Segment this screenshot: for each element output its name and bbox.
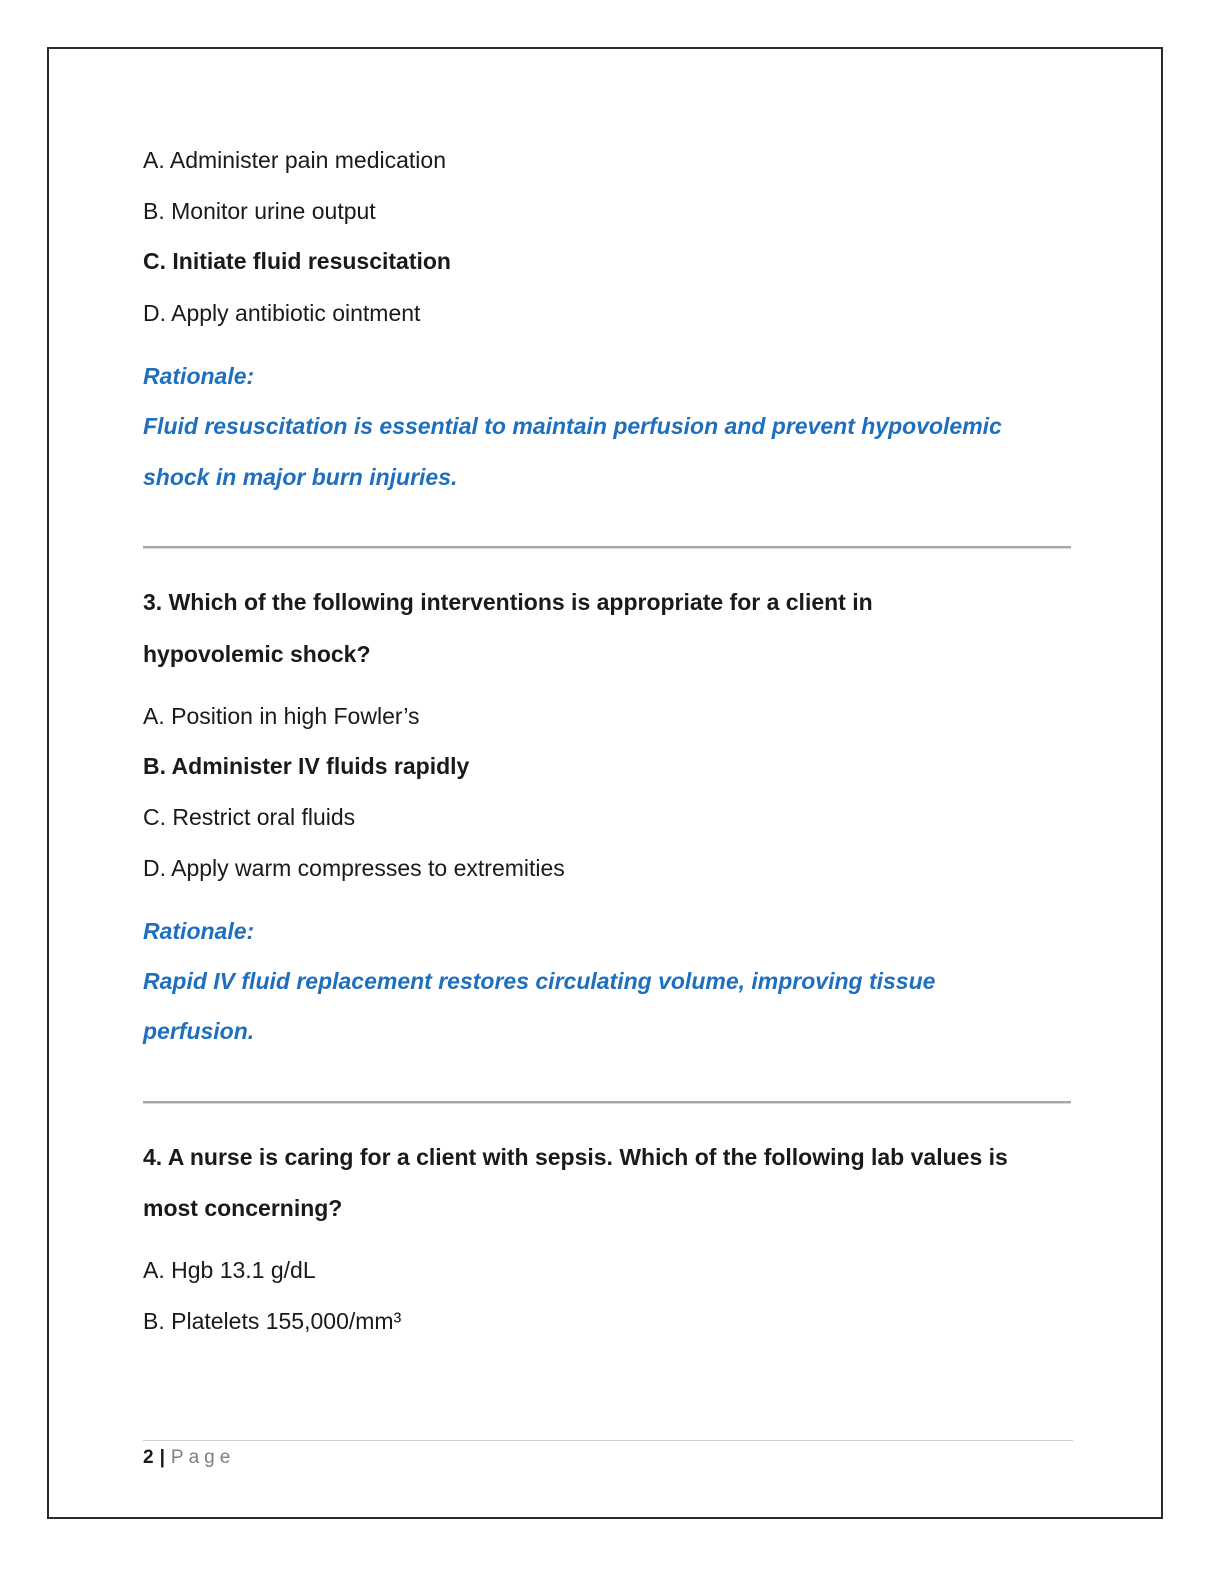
q2-option-c-correct: C. Initiate fluid resuscitation	[143, 248, 451, 274]
page-number: 2	[143, 1447, 154, 1468]
q3-rationale-label: Rationale:	[143, 918, 255, 944]
q3-option-d: D. Apply warm compresses to extremities	[143, 855, 565, 881]
q3-question-line2: hypovolemic shock?	[143, 641, 371, 667]
q4-option-b: B. Platelets 155,000/mm³	[143, 1308, 402, 1334]
q3-question-line1: 3. Which of the following interventions is appropriate for a client in	[143, 589, 873, 615]
page-label: Page	[170, 1447, 236, 1468]
q2-rationale-text-line2: shock in major burn injuries.	[143, 464, 458, 490]
page-footer	[143, 1445, 235, 1471]
q2-rationale-label: Rationale:	[143, 363, 255, 389]
q3-rationale-text-line1: Rapid IV fluid replacement restores circulating volume, improving tissue	[143, 968, 936, 994]
q3-rationale-text-line2: perfusion.	[143, 1018, 255, 1044]
q3-option-c: C. Restrict oral fluids	[143, 804, 356, 830]
q3-option-b-correct: B. Administer IV fluids rapidly	[143, 753, 470, 779]
footer-separator: |	[159, 1447, 165, 1468]
q4-question-line1: 4. A nurse is caring for a client with sepsis. Which of the following lab values is	[143, 1144, 1008, 1170]
section-divider	[143, 1101, 1071, 1104]
section-divider	[143, 546, 1071, 549]
q4-question-line2: most concerning?	[143, 1195, 343, 1221]
q2-option-a: A. Administer pain medication	[143, 147, 446, 173]
q3-option-a: A. Position in high Fowler’s	[143, 703, 420, 729]
q4-option-a: A. Hgb 13.1 g/dL	[143, 1257, 316, 1283]
q2-option-b: B. Monitor urine output	[143, 198, 376, 224]
footer-rule	[143, 1440, 1073, 1441]
q2-option-d: D. Apply antibiotic ointment	[143, 300, 421, 326]
q2-rationale-text-line1: Fluid resuscitation is essential to maintain perfusion and prevent hypovolemic	[143, 413, 1002, 439]
